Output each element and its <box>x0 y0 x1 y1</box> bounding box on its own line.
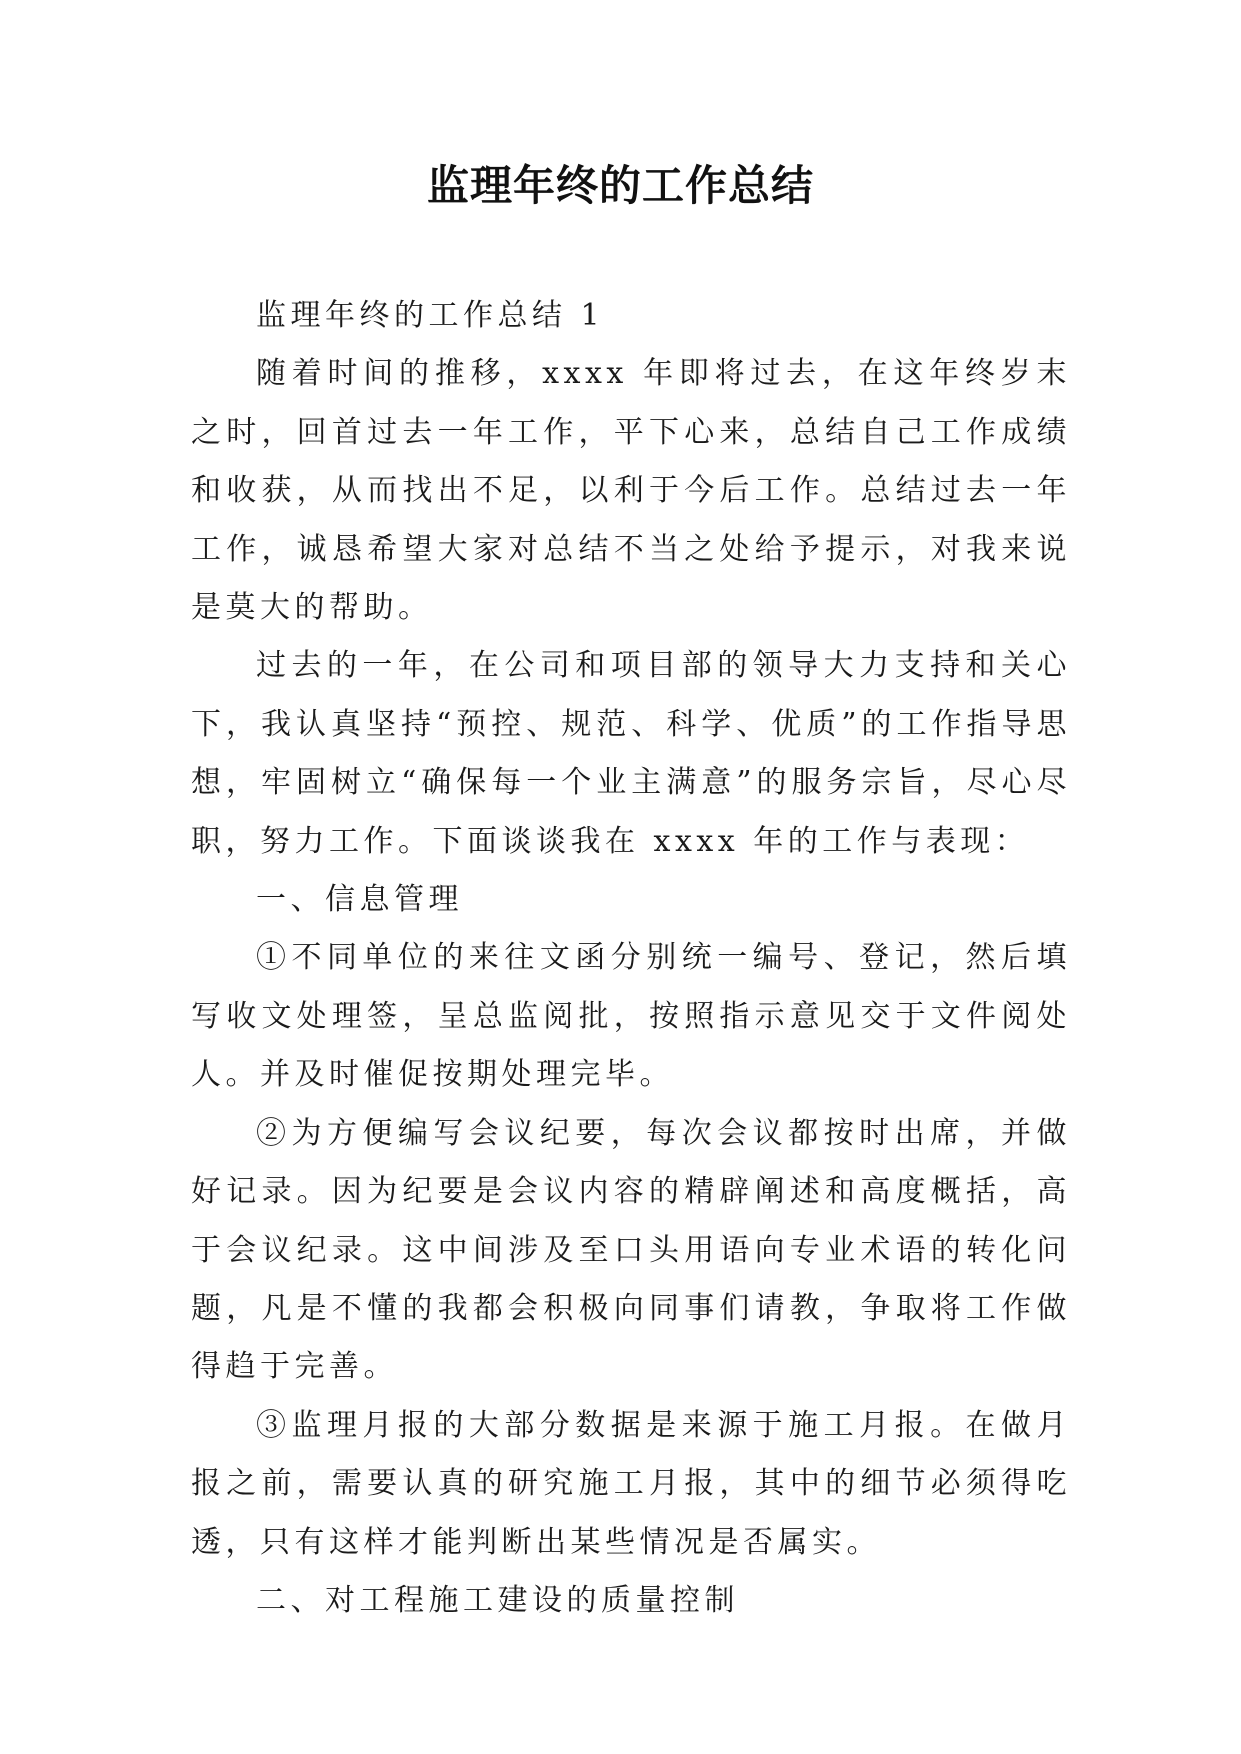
section-heading: 二、对工程施工建设的质量控制 <box>256 1582 739 1618</box>
document-body <box>191 287 1071 1630</box>
section-heading: 监理年终的工作总结 1 <box>256 298 605 333</box>
paragraph: ③监理月报的大部分数据是来源于施工月报。在做月报之前，需要认真的研究施工月报，其中的细节必须得吃透，只有这样才能判断出某些情况是否属实。 <box>191 1407 1071 1560</box>
document-title: 监理年终的工作总结 <box>426 161 814 210</box>
paragraph: 随着时间的推移，xxxx 年即将过去，在这年终岁末之时，回首过去一年工作，平下心来，总结自己工作成绩和收获，从而找出不足，以利于今后工作。总结过去一年工作，诚恳希望大家对总结不当之处给予提示，对我来说是莫大的帮助。 <box>191 356 1071 626</box>
paragraph: ②为方便编写会议纪要，每次会议都按时出席，并做好记录。因为纪要是会议内容的精辟阐述和高度概括，高于会议纪录。这中间涉及至口头用语向专业术语的转化问题，凡是不懂的我都会积极向同事们请教，争取将工作做得趋于完善。 <box>191 1115 1071 1385</box>
paragraph: ①不同单位的来往文函分别统一编号、登记，然后填写收文处理签，呈总监阅批，按照指示意见交于文件阅处人。并及时催促按期处理完毕。 <box>191 940 1071 1093</box>
section-heading: 一、信息管理 <box>256 882 463 918</box>
paragraph: 过去的一年，在公司和项目部的领导大力支持和关心下，我认真坚持“预控、规范、科学、优质”的工作指导思想，牢固树立“确保每一个业主满意”的服务宗旨，尽心尽职，努力工作。下面谈谈我在 xxxx 年的工作与表现： <box>191 648 1071 859</box>
